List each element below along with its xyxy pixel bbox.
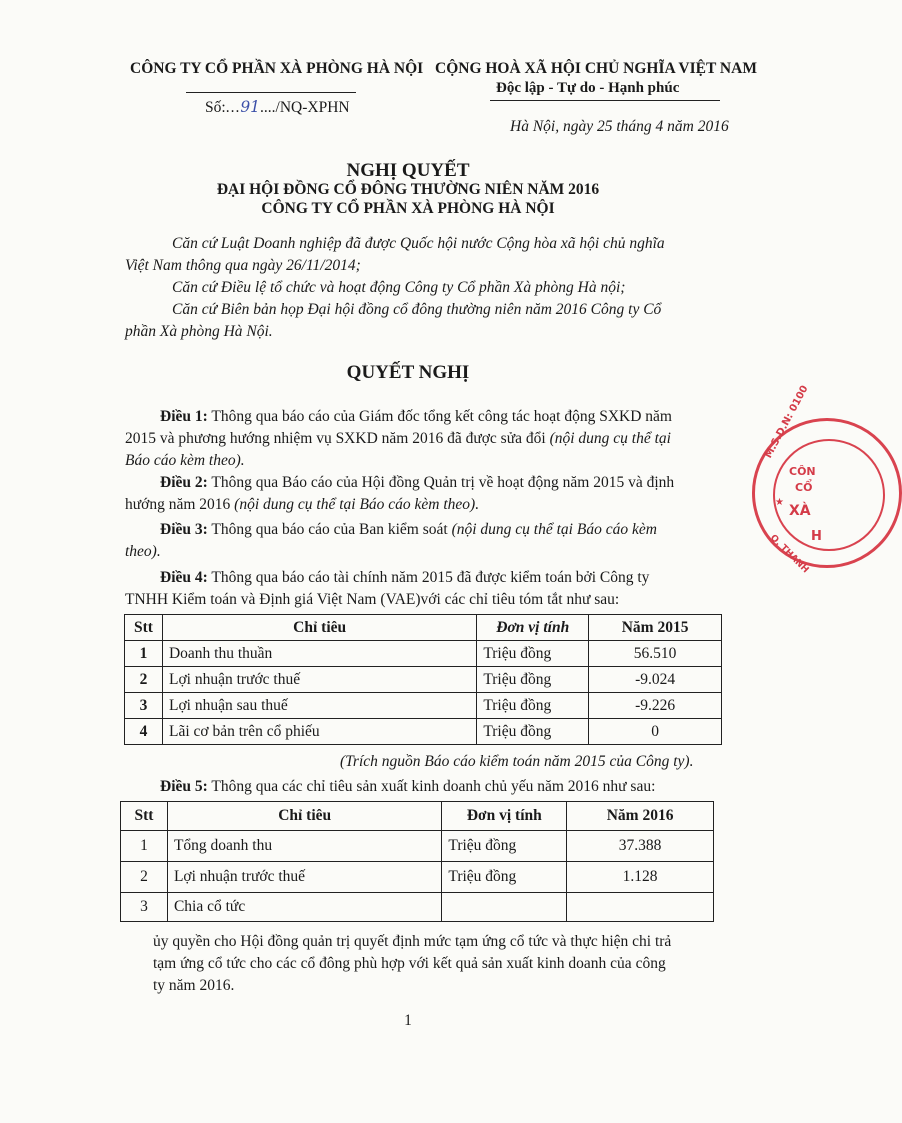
article-1-line-1: Điều 1: Thông qua báo cáo của Giám đốc tổng kết công tác hoạt động SXKD năm xyxy=(160,408,672,425)
header-stt: Stt xyxy=(121,802,168,831)
table-row: 4 Lãi cơ bản trên cổ phiếu Triệu đồng 0 xyxy=(125,719,722,745)
company-name: CÔNG TY CỔ PHẦN XÀ PHÒNG HÀ NỘI xyxy=(130,60,424,77)
motto-underline xyxy=(490,100,720,101)
article-2-line-1: Điều 2: Thông qua Báo cáo của Hội đồng Quản trị về hoạt động năm 2015 và định xyxy=(160,474,675,491)
table-row: 1 Tổng doanh thu Triệu đồng 37.388 xyxy=(121,831,714,862)
article-4-line-2: TNHH Kiểm toán và Định giá Việt Nam (VAE)với các chỉ tiêu tóm tắt như sau: xyxy=(125,591,620,608)
article-1-line-3: Báo cáo kèm theo). xyxy=(125,452,245,469)
article-5-after-line-1: ủy quyền cho Hội đồng quản trị quyết định mức tạm ứng cổ tức và thực hiện chi trả xyxy=(153,933,672,950)
header-underline-left xyxy=(186,92,356,93)
header-unit: Đơn vị tính xyxy=(442,802,567,831)
article-5-after-line-2: tạm ứng cổ tức cho các cổ đông phù hợp với kết quả sản xuất kinh doanh của công xyxy=(153,955,666,972)
table-row: 3 Lợi nhuận sau thuế Triệu đồng -9.226 xyxy=(125,693,722,719)
nation-name: CỘNG HOÀ XÃ HỘI CHỦ NGHĨA VIỆT NAM xyxy=(435,60,757,77)
seal-line-4: H xyxy=(811,529,822,544)
header-year: Năm 2015 xyxy=(589,615,722,641)
table-header-row xyxy=(125,615,722,641)
article-1-line-2: 2015 và phương hướng nhiệm vụ SXKD năm 2016 đã được sửa đổi (nội dung cụ thể tại xyxy=(125,430,671,447)
seal-ring-text: M.S.D.N: 0100 xyxy=(763,383,811,461)
article-5-after-line-3: ty năm 2016. xyxy=(153,977,235,994)
table-row: 2 Lợi nhuận trước thuế Triệu đồng -9.024 xyxy=(125,667,722,693)
table-header-row xyxy=(121,802,714,831)
date-line: Hà Nội, ngày 25 tháng 4 năm 2016 xyxy=(510,118,729,135)
table-row: 3 Chia cổ tức xyxy=(121,893,714,922)
seal-bottom-text: Q. THANH xyxy=(767,533,811,576)
targets-table-2016 xyxy=(120,801,714,922)
doc-subtitle-1: ĐẠI HỘI ĐỒNG CỔ ĐÔNG THƯỜNG NIÊN NĂM 2016 xyxy=(216,181,600,198)
table-row: 1 Doanh thu thuần Triệu đồng 56.510 xyxy=(125,641,722,667)
resolution-heading: QUYẾT NGHỊ xyxy=(346,362,470,383)
company-seal xyxy=(752,383,902,576)
article-3-line-1: Điều 3: Thông qua báo cáo của Ban kiểm soát (nội dung cụ thể tại Báo cáo kèm xyxy=(160,521,657,538)
doc-subtitle-2: CÔNG TY CỔ PHẦN XÀ PHÒNG HÀ NỘI xyxy=(261,200,555,217)
header-unit: Đơn vị tính xyxy=(477,615,589,641)
seal-star: ★ xyxy=(775,497,784,508)
seal-line-2: CỔ xyxy=(795,481,813,494)
table-1-source: (Trích nguồn Báo cáo kiểm toán năm 2015 của Công ty). xyxy=(340,753,694,770)
financial-table-2015 xyxy=(124,614,722,745)
header-indicator: Chỉ tiêu xyxy=(167,802,441,831)
article-3-line-2: theo). xyxy=(125,543,161,560)
motto: Độc lập - Tự do - Hạnh phúc xyxy=(496,80,680,96)
page-number: 1 xyxy=(404,1012,412,1029)
seal-inner-ring xyxy=(773,439,885,551)
seal-line-1: CÔN xyxy=(789,465,816,478)
doc-title: NGHỊ QUYẾT xyxy=(346,160,470,181)
basis-1-line-2: Việt Nam thông qua ngày 26/11/2014; xyxy=(125,257,361,274)
header-year: Năm 2016 xyxy=(567,802,714,831)
article-4-line-1: Điều 4: Thông qua báo cáo tài chính năm 2015 đã được kiểm toán bởi Công ty xyxy=(160,569,650,586)
header-indicator: Chỉ tiêu xyxy=(162,615,476,641)
article-2-line-2: hướng năm 2016 (nội dung cụ thể tại Báo cáo kèm theo). xyxy=(125,496,480,513)
basis-3-line-1: Căn cứ Biên bản họp Đại hội đồng cổ đông thường niên năm 2016 Công ty Cổ xyxy=(172,301,662,318)
handwritten-number: 91 xyxy=(240,98,261,116)
basis-3-line-2: phần Xà phòng Hà Nội. xyxy=(125,323,273,340)
basis-1-line-1: Căn cứ Luật Doanh nghiệp đã được Quốc hội nước Cộng hòa xã hội chủ nghĩa xyxy=(172,235,665,252)
basis-2: Căn cứ Điều lệ tổ chức và hoạt động Công ty Cổ phần Xà phòng Hà nội; xyxy=(172,279,626,296)
header-stt: Stt xyxy=(125,615,163,641)
table-row: 2 Lợi nhuận trước thuế Triệu đồng 1.128 xyxy=(121,862,714,893)
seal-line-3: XÀ xyxy=(789,503,811,519)
article-5-line-1: Điều 5: Thông qua các chỉ tiêu sản xuất kinh doanh chủ yếu năm 2016 như sau: xyxy=(160,778,656,795)
document-number: Số:...91..../NQ-XPHN xyxy=(205,98,350,116)
